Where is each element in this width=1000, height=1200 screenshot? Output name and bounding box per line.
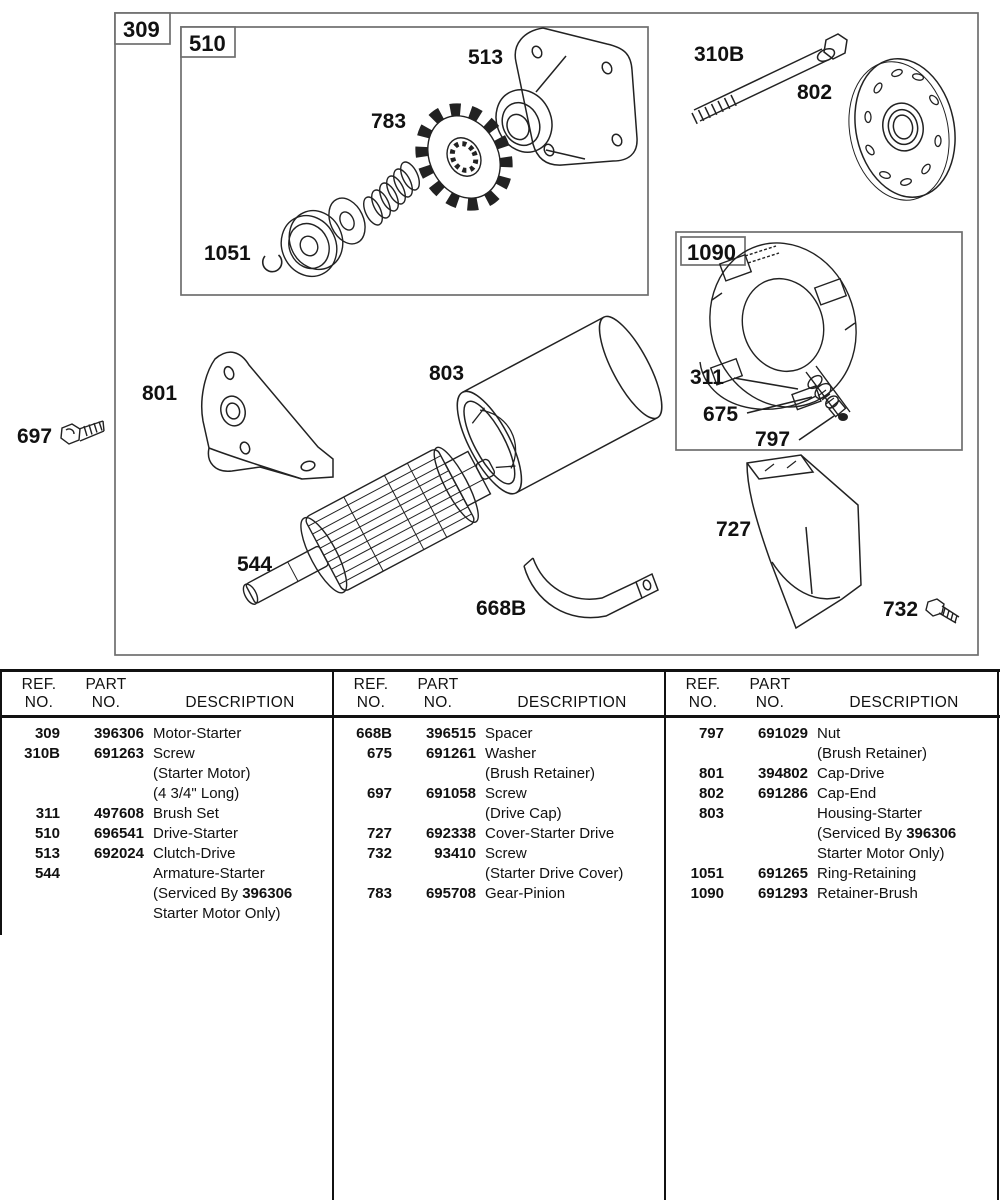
description-cell: (Brush Retainer): [485, 765, 596, 782]
callout-668b: 668B: [476, 597, 527, 620]
table-row: [2, 844, 332, 864]
description-cell: Retainer-Brush: [817, 885, 918, 902]
table-row: [334, 744, 664, 764]
ref-no-cell: [2, 764, 60, 784]
callout-1090: 1090: [687, 240, 736, 265]
part-no-cell: [724, 824, 808, 844]
ref-no-cell: 310B: [24, 745, 60, 762]
table-row: [2, 784, 332, 804]
table-row: [2, 864, 332, 884]
armature-drawing: [226, 429, 511, 634]
callout-675: 675: [703, 403, 739, 426]
table-row: [334, 864, 664, 884]
part-no-header: PART NO.: [417, 676, 459, 711]
table-row: [666, 764, 996, 784]
part-no-cell: [724, 844, 808, 864]
description-header: DESCRIPTION: [517, 694, 627, 711]
drive-cover-drawing: [747, 455, 861, 628]
table-row: [666, 824, 996, 844]
gear-pinion-drawing: [406, 95, 523, 219]
description-cell: Ring-Retaining: [817, 865, 917, 882]
part-no-header: PART NO.: [85, 676, 127, 711]
description-cell: Screw: [485, 845, 527, 862]
callout-797: 797: [755, 428, 791, 451]
description-cell: Starter Motor Only): [153, 905, 281, 922]
description-cell: Drive-Starter: [153, 825, 239, 842]
ref-no-header: REF. NO.: [21, 676, 57, 711]
ref-no-cell: 803: [698, 805, 724, 822]
ref-no-cell: [334, 864, 392, 884]
description-cell: Spacer: [485, 725, 533, 742]
ref-no-cell: [334, 804, 392, 824]
table-row: [334, 784, 664, 804]
table-row: [334, 824, 664, 844]
ref-no-cell: 801: [698, 765, 724, 782]
description-cell: Motor-Starter: [153, 725, 242, 742]
callout-727: 727: [716, 518, 752, 541]
ref-no-cell: 544: [34, 865, 60, 882]
ref-no-cell: 797: [698, 725, 724, 742]
table-row: [334, 724, 664, 744]
end-cap-drawing: [837, 49, 968, 209]
callout-802: 802: [797, 81, 833, 104]
parts-list-table: [0, 669, 1000, 1200]
part-no-cell: [392, 764, 476, 784]
table-row: [666, 784, 996, 804]
drive-cap-screw-drawing: [61, 421, 104, 444]
ref-no-cell: [2, 904, 60, 924]
part-no-cell: 691029: [757, 725, 808, 742]
part-no-cell: 396306: [93, 725, 144, 742]
part-no-cell: 696541: [93, 825, 144, 842]
spring-drawing: [360, 159, 423, 228]
table-column-3: [666, 669, 996, 1200]
ref-no-cell: [2, 784, 60, 804]
part-no-cell: 394802: [757, 765, 808, 782]
table-row: [2, 904, 332, 924]
callout-803: 803: [429, 362, 465, 385]
description-cell: Screw: [153, 745, 195, 762]
description-cell: Starter Motor Only): [817, 845, 945, 862]
table-row: [334, 844, 664, 864]
part-no-cell: 691058: [425, 785, 476, 802]
ref-no-cell: 1090: [690, 885, 724, 902]
callout-801: 801: [142, 382, 178, 405]
description-cell: Housing-Starter: [817, 805, 923, 822]
ref-no-cell: 311: [35, 805, 60, 822]
ref-no-cell: 510: [34, 825, 60, 842]
ref-no-cell: 802: [698, 785, 724, 802]
table-column-2: [334, 669, 664, 1200]
table-row: [334, 764, 664, 784]
description-cell: Clutch-Drive: [153, 845, 236, 862]
description-cell: Cap-End: [817, 785, 877, 802]
description-cell: (Serviced By 396306: [153, 885, 293, 902]
ref-no-cell: 668B: [356, 725, 392, 742]
description-cell: Screw: [485, 785, 527, 802]
ref-no-cell: 732: [366, 845, 392, 862]
ref-no-cell: [666, 744, 724, 764]
part-no-cell: 497608: [93, 805, 144, 822]
table-row: [666, 864, 996, 884]
description-cell: (4 3/4" Long): [153, 785, 240, 802]
part-no-cell: [60, 904, 144, 924]
part-no-cell: 692024: [93, 845, 144, 862]
description-cell: (Drive Cap): [485, 805, 562, 822]
callout-310b: 310B: [694, 43, 745, 66]
column-header: [666, 676, 996, 712]
description-cell: (Brush Retainer): [817, 745, 928, 762]
description-header: DESCRIPTION: [185, 694, 295, 711]
ref-no-cell: [2, 884, 60, 904]
callout-697: 697: [17, 425, 53, 448]
part-no-cell: 691286: [757, 785, 808, 802]
ref-no-cell: [666, 844, 724, 864]
description-cell: Gear-Pinion: [485, 885, 566, 902]
part-no-cell: [60, 864, 144, 884]
part-no-cell: [724, 744, 808, 764]
table-row: [666, 884, 996, 904]
part-no-cell: [60, 764, 144, 784]
ref-no-header: REF. NO.: [685, 676, 721, 711]
table-right-border: [997, 669, 999, 1200]
callout-544: 544: [237, 553, 273, 576]
part-no-cell: [392, 804, 476, 824]
table-row: [334, 804, 664, 824]
table-row: [666, 804, 996, 824]
spacer-drawing: [524, 558, 658, 618]
part-no-cell: 695708: [425, 885, 476, 902]
callout-513: 513: [468, 46, 504, 69]
ref-no-cell: [334, 764, 392, 784]
table-row: [666, 724, 996, 744]
ref-no-cell: 727: [366, 825, 392, 842]
table-rows: [2, 724, 332, 924]
callout-311: 311: [690, 366, 724, 389]
description-cell: Cap-Drive: [817, 765, 885, 782]
table-row: [2, 744, 332, 764]
table-row: [2, 824, 332, 844]
part-no-cell: 691261: [425, 745, 476, 762]
part-no-cell: 93410: [434, 845, 476, 862]
table-column-1: [2, 669, 332, 1200]
callout-732: 732: [883, 598, 919, 621]
description-cell: Cover-Starter Drive: [485, 825, 615, 842]
description-cell: Brush Set: [153, 805, 219, 822]
table-rows: [666, 724, 996, 904]
frame-510: [181, 27, 648, 295]
part-no-cell: 396515: [425, 725, 476, 742]
ref-no-cell: 1051: [690, 865, 724, 882]
callout-783: 783: [371, 110, 407, 133]
table-row: [2, 764, 332, 784]
table-rows: [334, 724, 664, 904]
ref-no-header: REF. NO.: [353, 676, 389, 711]
ref-no-cell: 783: [366, 885, 392, 902]
description-cell: Washer: [485, 745, 537, 762]
cap-drive-bracket-drawing: [202, 352, 333, 479]
part-no-cell: 691293: [757, 885, 808, 902]
table-row: [2, 724, 332, 744]
callout-510: 510: [189, 31, 226, 56]
table-row: [666, 744, 996, 764]
description-cell: (Starter Drive Cover): [485, 865, 624, 882]
part-no-cell: [392, 864, 476, 884]
description-cell: (Serviced By 396306: [817, 825, 957, 842]
description-header: DESCRIPTION: [849, 694, 959, 711]
part-no-cell: [60, 784, 144, 804]
callout-1051: 1051: [204, 242, 251, 265]
part-no-cell: 692338: [425, 825, 476, 842]
table-row: [334, 884, 664, 904]
description-cell: Armature-Starter: [153, 865, 265, 882]
table-row: [2, 804, 332, 824]
ref-no-cell: 513: [34, 845, 60, 862]
cover-screw-drawing: [926, 599, 959, 623]
ref-no-cell: 675: [366, 745, 392, 762]
part-no-cell: 691265: [757, 865, 808, 882]
table-row: [666, 844, 996, 864]
description-cell: (Starter Motor): [153, 765, 251, 782]
column-header: [2, 676, 332, 712]
ref-no-cell: 697: [366, 785, 392, 802]
part-no-cell: [60, 884, 144, 904]
part-no-header: PART NO.: [749, 676, 791, 711]
description-cell: Nut: [817, 725, 841, 742]
ref-no-cell: [666, 824, 724, 844]
table-row: [2, 884, 332, 904]
callout-309: 309: [123, 17, 160, 42]
clutch-drive-drawing: [486, 28, 637, 165]
retaining-ring-drawing: [263, 255, 282, 272]
column-header: [334, 676, 664, 712]
part-no-cell: [724, 804, 808, 824]
part-no-cell: 691263: [93, 745, 144, 762]
ref-no-cell: 309: [34, 725, 60, 742]
